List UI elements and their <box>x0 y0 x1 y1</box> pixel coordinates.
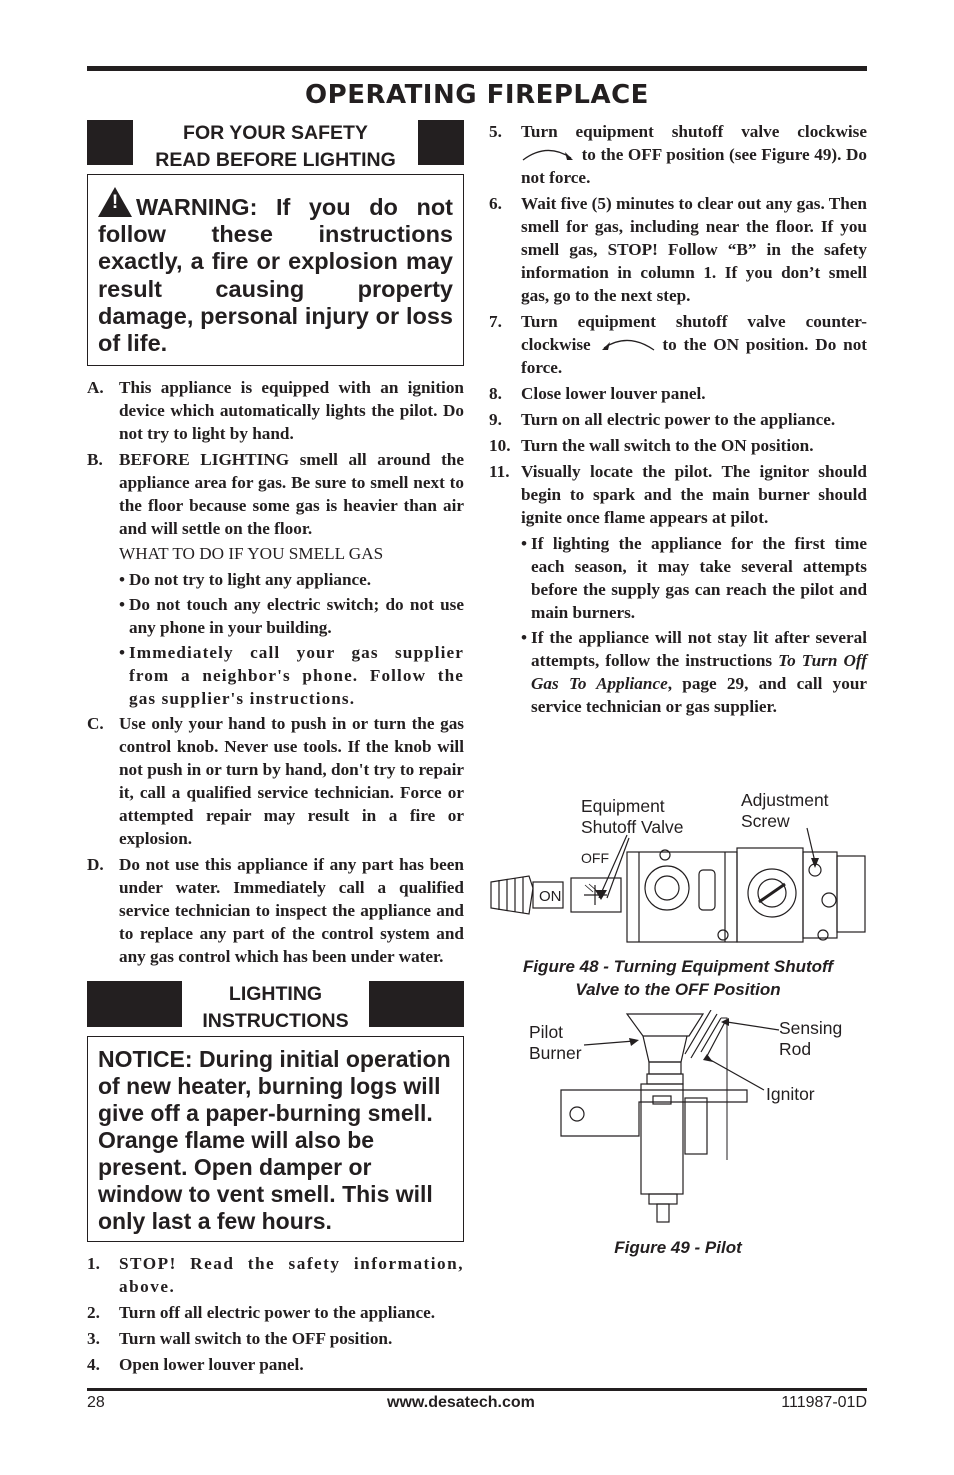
smell-gas-heading: WHAT TO DO IF YOU SMELL GAS <box>119 544 384 564</box>
caption-line: Valve to the OFF Position <box>575 980 781 999</box>
notice-box: NOTICE: During initial operation of new heater, burning logs will give off a paper-burning smell. Orange flame will also be present. Open damper or window to vent smell. This will only last a few hours. <box>87 1036 464 1242</box>
item-text: Use only your hand to push in or turn the gas control knob. Never use tools. If the knob will not push in or turn by hand, don't try to repair it, call a qualified service technician. Force or attempted repair may result in a fire or explosion. <box>119 714 464 849</box>
off-label: OFF <box>581 850 609 866</box>
step-text: Visually locate the pilot. The ignitor should begin to spark and the main burner should ignite once flame appears at pilot. <box>521 462 867 527</box>
pilot-drawing <box>489 1010 867 1232</box>
safety-banner-text <box>133 120 418 171</box>
step-num: 9. <box>489 410 502 429</box>
bullet-text-b: , page 29, and call your service technician or gas supplier. <box>531 674 868 716</box>
label-line: Pilot <box>529 1022 564 1042</box>
smell-gas-bullet: • Do not try to light any appliance. <box>119 568 464 591</box>
step-num: 2. <box>87 1303 100 1323</box>
step-11 <box>489 460 867 529</box>
step-text: Turn off all electric power to the appliance. <box>119 1303 436 1323</box>
step-text: STOP! Read the safety information, above. <box>119 1254 464 1297</box>
step-7 <box>489 310 867 379</box>
warning-triangle-icon <box>98 187 132 217</box>
step-9 <box>489 408 867 431</box>
item-text: Do not use this appliance if any part has been under water. Immediately call a qualified service technician to inspect the appliance and to replace any part of the control system and any gas control which has been under water. <box>119 855 464 967</box>
bullet-italic-ref: To Turn Off Gas To Appliance <box>531 651 867 693</box>
step-text-a: Turn equipment shutoff valve counter-clockwise <box>521 312 867 354</box>
label-line: Sensing <box>779 1018 843 1038</box>
step-text <box>521 120 867 189</box>
step-num: 3. <box>87 1329 100 1349</box>
clockwise-arrow-icon <box>521 146 577 162</box>
step-num: 4. <box>87 1355 100 1375</box>
item-label: D. <box>87 855 104 875</box>
safety-item-a <box>87 376 464 445</box>
safety-item-b <box>87 448 464 540</box>
banner-block-left <box>87 120 133 165</box>
safety-banner <box>87 120 464 171</box>
step-text: Close lower louver panel. <box>521 384 706 403</box>
step11-bullet: • If lighting the appliance for the first time each season, it may take several attempts before the supply gas can reach the pilot and main burners. <box>521 534 867 622</box>
item-label: A. <box>87 378 104 398</box>
warning-label: WARNING: <box>136 194 258 220</box>
figure-49 <box>489 1010 867 1232</box>
step-text: Wait five (5) minutes to clear out any gas. Then smell for gas, including near the floor. If you smell gas, STOP! Follow “B” in the safety information in column 1. If you don’t smell gas, go to the next step. <box>521 194 867 305</box>
bullet-text: If lighting the appliance for the first time each season, it may take several attempts before the supply gas can reach the pilot and main burners. <box>531 534 867 622</box>
smell-gas-bullet: • Immediately call your gas supplier from a neighbor's phone. Follow the gas supplier's instructions. <box>119 643 464 709</box>
step-3 <box>87 1327 464 1350</box>
footer-url[interactable]: www.desatech.com <box>387 1394 535 1411</box>
step-text: Turn wall switch to the OFF position. <box>119 1329 393 1349</box>
step-text-b: to the ON position. Do not force. <box>521 335 868 377</box>
lighting-banner-line2: INSTRUCTIONS <box>202 1010 349 1033</box>
label-line: Shutoff Valve <box>581 817 684 837</box>
page-number: 28 <box>87 1394 105 1411</box>
step-text: Open lower louver panel. <box>119 1355 304 1375</box>
step-num: 1. <box>87 1254 100 1274</box>
step-num: 8. <box>489 384 502 403</box>
step-text: Turn the wall switch to the ON position. <box>521 436 814 455</box>
figure-48 <box>489 790 867 950</box>
doc-number: 111987-01D <box>781 1394 867 1411</box>
step-text-a: Turn equipment shutoff valve clockwise <box>521 122 867 141</box>
label-ignitor: Ignitor <box>766 1084 815 1104</box>
page-title: OPERATING FIREPLACE <box>305 80 649 110</box>
figure-48-caption <box>489 955 867 1001</box>
gas-valve-drawing <box>489 790 867 950</box>
label-line: Rod <box>779 1039 812 1059</box>
bullet-text: Do not touch any electric switch; do not use any phone in your building. <box>129 595 464 638</box>
item-label: B. <box>87 450 103 470</box>
warning-mark: ! <box>111 192 119 213</box>
item-label: C. <box>87 714 104 734</box>
bottom-rule <box>87 1388 867 1391</box>
right-column <box>489 120 867 720</box>
banner-block-right <box>418 120 464 165</box>
step-num: 6. <box>489 194 502 213</box>
counterclockwise-arrow-icon <box>598 336 656 352</box>
lighting-banner-line1: LIGHTING <box>228 983 323 1006</box>
top-rule <box>87 66 867 71</box>
step-8 <box>489 382 867 405</box>
lighting-banner-text <box>182 981 369 1033</box>
step-text: Turn on all electric power to the appliance. <box>521 410 836 429</box>
caption-line: Figure 48 - Turning Equipment Shutoff <box>522 957 834 976</box>
step-6 <box>489 192 867 307</box>
label-line: Adjustment <box>741 790 829 810</box>
bullet-text: Immediately call your gas supplier from a neighbor's phone. Follow the gas supplier's instructions. <box>129 643 464 709</box>
smell-gas-bullet: • Do not touch any electric switch; do not use any phone in your building. <box>119 595 464 638</box>
lighting-banner <box>87 981 464 1033</box>
step-num: 5. <box>489 122 502 141</box>
step-5 <box>489 120 867 189</box>
banner-block-right <box>369 981 464 1027</box>
step-1 <box>87 1252 464 1298</box>
step-num: 10. <box>489 436 511 455</box>
label-line: Screw <box>741 811 790 831</box>
item-text: This appliance is equipped with an ignition device which automatically lights the pilot. Do not try to light by hand. <box>119 378 464 444</box>
safety-item-d <box>87 853 464 968</box>
warning-box <box>87 174 464 366</box>
step-text-b: to the OFF position (see Figure 49). Do not force. <box>521 145 868 187</box>
left-column <box>87 120 464 1379</box>
step-num: 11. <box>489 462 510 481</box>
safety-item-c <box>87 712 464 850</box>
bullet-text-a: If the appliance will not stay lit after several attempts, follow the instructions <box>531 628 867 670</box>
safety-banner-line2: READ BEFORE LIGHTING <box>155 149 396 171</box>
step-4 <box>87 1353 464 1376</box>
figure-49-caption: Figure 49 - Pilot <box>614 1238 742 1257</box>
on-label: ON <box>539 888 562 905</box>
warning-text: If you do not follow these instructions exactly, a fire or explosion may result causing property damage, personal injury or loss of life. <box>98 194 453 357</box>
step-10 <box>489 434 867 457</box>
label-line: Equipment <box>581 796 665 816</box>
banner-block-left <box>87 981 182 1027</box>
step11-bullet: • If the appliance will not stay lit after several attempts, follow the instructions To Turn Off Gas To Appliance, page 29, and call your service technician or gas supplier. <box>521 628 868 716</box>
label-line: Burner <box>529 1043 582 1063</box>
bullet-text: Do not try to light any appliance. <box>129 570 372 590</box>
bullet-text <box>531 626 867 718</box>
safety-banner-line1: FOR YOUR SAFETY <box>183 122 368 144</box>
step-text <box>521 310 867 379</box>
step-2 <box>87 1301 464 1324</box>
step-num: 7. <box>489 312 502 331</box>
item-text: BEFORE LIGHTING smell all around the appliance area for gas. Be sure to smell next to the floor because some gas is heavier than air and will settle on the floor. <box>119 450 464 539</box>
